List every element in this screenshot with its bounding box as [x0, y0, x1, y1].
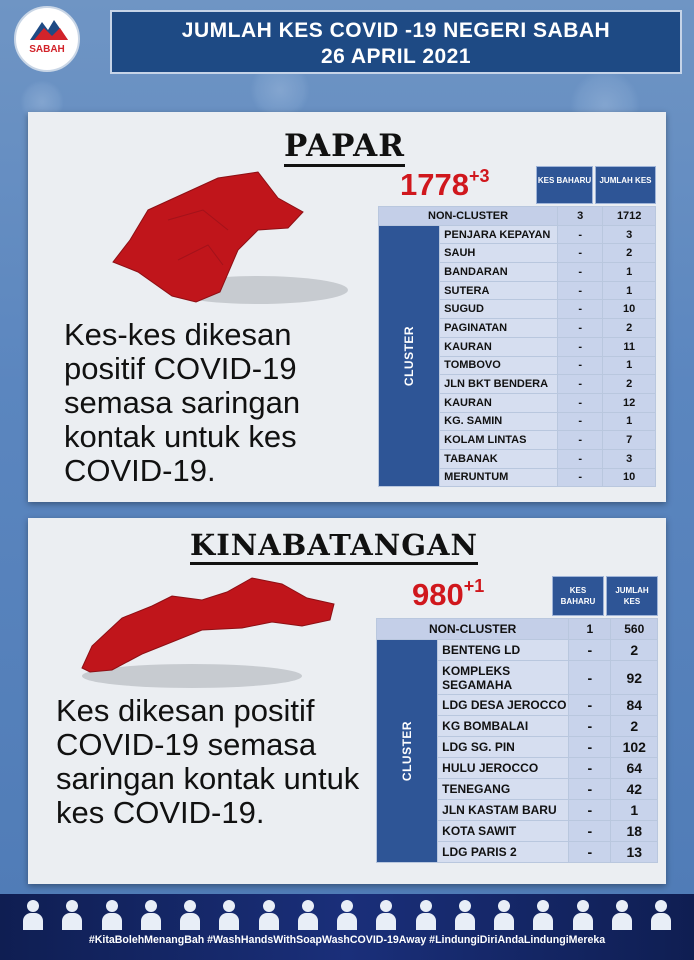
- table-row: [377, 640, 658, 661]
- new-cases-cell: -: [569, 695, 611, 716]
- new-cases-value: +1: [463, 576, 485, 596]
- hashtags: #KitaBolehMenangBah #WashHandsWithSoapWashCOVID-19Away #LindungiDiriAndaLindungiMereka: [88, 934, 606, 946]
- new-cases-cell: -: [558, 244, 603, 263]
- person-icon: [179, 898, 201, 930]
- new-cases-cell: -: [558, 449, 603, 468]
- person-icon: [297, 898, 319, 930]
- cluster-name-cell: SAUH: [440, 244, 558, 263]
- cluster-name-cell: JLN BKT BENDERA: [440, 375, 558, 394]
- cluster-name-cell: LDG SG. PIN: [438, 737, 569, 758]
- title-line-1: JUMLAH KES COVID -19 NEGERI SABAH: [181, 19, 611, 42]
- total-value: 980: [412, 577, 464, 612]
- header-total-cases: JUMLAH KES: [595, 166, 656, 204]
- new-cases-cell: -: [558, 263, 603, 282]
- total-cases-cell: 13: [611, 842, 658, 863]
- cluster-name-cell: TENEGANG: [438, 779, 569, 800]
- cluster-name-cell: TOMBOVO: [440, 356, 558, 375]
- cluster-name-cell: PENJARA KEPAYAN: [440, 225, 558, 244]
- new-cases-cell: 3: [558, 207, 603, 226]
- new-cases-cell: -: [558, 281, 603, 300]
- header-new-cases: KES BAHARU: [552, 576, 604, 616]
- sabah-logo: [14, 6, 80, 72]
- row-label: NON-CLUSTER: [377, 619, 569, 640]
- total-cases-cell: 10: [603, 300, 656, 319]
- non-cluster-row: [379, 207, 656, 226]
- total-cases-cell: 1: [611, 800, 658, 821]
- total-cases: [412, 576, 484, 613]
- total-cases-cell: 11: [603, 337, 656, 356]
- new-cases-cell: -: [569, 640, 611, 661]
- person-icon: [336, 898, 358, 930]
- person-icon: [572, 898, 594, 930]
- total-cases-cell: 1712: [603, 207, 656, 226]
- papar-cluster-table: [378, 206, 656, 487]
- cluster-name-cell: KAURAN: [440, 337, 558, 356]
- cluster-name-cell: LDG DESA JEROCCO: [438, 695, 569, 716]
- total-cases-cell: 2: [611, 716, 658, 737]
- person-icon: [140, 898, 162, 930]
- description: Kes-kes dikesan positif COVID-19 semasa saringan kontak untuk kes COVID-19.: [64, 317, 301, 488]
- new-cases-cell: 1: [569, 619, 611, 640]
- new-cases-cell: -: [569, 821, 611, 842]
- kinabatangan-cluster-table: [376, 618, 658, 863]
- new-cases-cell: -: [558, 337, 603, 356]
- total-value: 1778: [400, 167, 469, 202]
- kinabatangan-map: [72, 566, 342, 696]
- frontliners-illustration: [22, 898, 672, 932]
- total-cases-cell: 1: [603, 263, 656, 282]
- cluster-name-cell: TABANAK: [440, 449, 558, 468]
- person-icon: [101, 898, 123, 930]
- total-cases-cell: 102: [611, 737, 658, 758]
- papar-map: [108, 170, 348, 320]
- logo-text: SABAH: [29, 44, 65, 55]
- page-title: [110, 10, 682, 74]
- new-cases-cell: -: [569, 800, 611, 821]
- person-icon: [493, 898, 515, 930]
- title-date: 26 APRIL 2021: [320, 45, 472, 68]
- mountain-icon: [30, 18, 68, 40]
- person-icon: [258, 898, 280, 930]
- new-cases-cell: -: [558, 319, 603, 338]
- header-new-cases: KES BAHARU: [536, 166, 593, 204]
- district-name: PAPAR: [284, 128, 405, 167]
- total-cases-cell: 84: [611, 695, 658, 716]
- cluster-name-cell: KOTA SAWIT: [438, 821, 569, 842]
- new-cases-cell: -: [558, 300, 603, 319]
- new-cases-cell: -: [558, 356, 603, 375]
- header-total-cases: JUMLAH KES: [606, 576, 658, 616]
- total-cases: [400, 166, 490, 203]
- person-icon: [611, 898, 633, 930]
- total-cases-cell: 2: [603, 244, 656, 263]
- new-cases-value: +3: [468, 166, 490, 186]
- person-icon: [375, 898, 397, 930]
- cluster-name-cell: BENTENG LD: [438, 640, 569, 661]
- new-cases-cell: -: [569, 737, 611, 758]
- cluster-name-cell: KOMPLEKS SEGAMAHA: [438, 661, 569, 695]
- cluster-label: [379, 225, 440, 487]
- cluster-name-cell: SUGUD: [440, 300, 558, 319]
- person-icon: [650, 898, 672, 930]
- new-cases-cell: -: [558, 375, 603, 394]
- new-cases-cell: -: [558, 431, 603, 450]
- cluster-name-cell: KG. SAMIN: [440, 412, 558, 431]
- total-cases-cell: 3: [603, 449, 656, 468]
- person-icon: [532, 898, 554, 930]
- total-cases-cell: 1: [603, 412, 656, 431]
- total-cases-cell: 18: [611, 821, 658, 842]
- cluster-name-cell: SUTERA: [440, 281, 558, 300]
- cluster-label-text: CLUSTER: [400, 720, 415, 782]
- new-cases-cell: -: [569, 842, 611, 863]
- table-row: [379, 225, 656, 244]
- description: Kes dikesan positif COVID-19 semasa saringan kontak untuk kes COVID-19.: [56, 693, 360, 830]
- cluster-name-cell: MERUNTUM: [440, 468, 558, 487]
- total-cases-cell: 64: [611, 758, 658, 779]
- new-cases-cell: -: [569, 716, 611, 737]
- new-cases-cell: -: [558, 412, 603, 431]
- total-cases-cell: 2: [611, 640, 658, 661]
- total-cases-cell: 7: [603, 431, 656, 450]
- total-cases-cell: 42: [611, 779, 658, 800]
- cluster-name-cell: KOLAM LINTAS: [440, 431, 558, 450]
- total-cases-cell: 12: [603, 393, 656, 412]
- total-cases-cell: 3: [603, 225, 656, 244]
- cluster-name-cell: BANDARAN: [440, 263, 558, 282]
- person-icon: [415, 898, 437, 930]
- cluster-name-cell: LDG PARIS 2: [438, 842, 569, 863]
- person-icon: [218, 898, 240, 930]
- cluster-label-text: CLUSTER: [402, 325, 417, 387]
- cluster-label: [377, 640, 438, 863]
- new-cases-cell: -: [558, 468, 603, 487]
- cluster-name-cell: KG BOMBALAI: [438, 716, 569, 737]
- cluster-name-cell: KAURAN: [440, 393, 558, 412]
- total-cases-cell: 92: [611, 661, 658, 695]
- person-icon: [22, 898, 44, 930]
- papar-panel: [28, 112, 666, 502]
- new-cases-cell: -: [558, 393, 603, 412]
- total-cases-cell: 2: [603, 375, 656, 394]
- non-cluster-row: [377, 619, 658, 640]
- district-name: KINABATANGAN: [190, 528, 478, 565]
- total-cases-cell: 560: [611, 619, 658, 640]
- total-cases-cell: 1: [603, 281, 656, 300]
- footer-banner: [0, 894, 694, 960]
- total-cases-cell: 10: [603, 468, 656, 487]
- new-cases-cell: -: [558, 225, 603, 244]
- total-cases-cell: 2: [603, 319, 656, 338]
- kinabatangan-panel: [28, 518, 666, 884]
- cluster-name-cell: HULU JEROCCO: [438, 758, 569, 779]
- row-label: NON-CLUSTER: [379, 207, 558, 226]
- cluster-name-cell: PAGINATAN: [440, 319, 558, 338]
- person-icon: [61, 898, 83, 930]
- person-icon: [454, 898, 476, 930]
- new-cases-cell: -: [569, 779, 611, 800]
- new-cases-cell: -: [569, 758, 611, 779]
- cluster-name-cell: JLN KASTAM BARU: [438, 800, 569, 821]
- total-cases-cell: 1: [603, 356, 656, 375]
- new-cases-cell: -: [569, 661, 611, 695]
